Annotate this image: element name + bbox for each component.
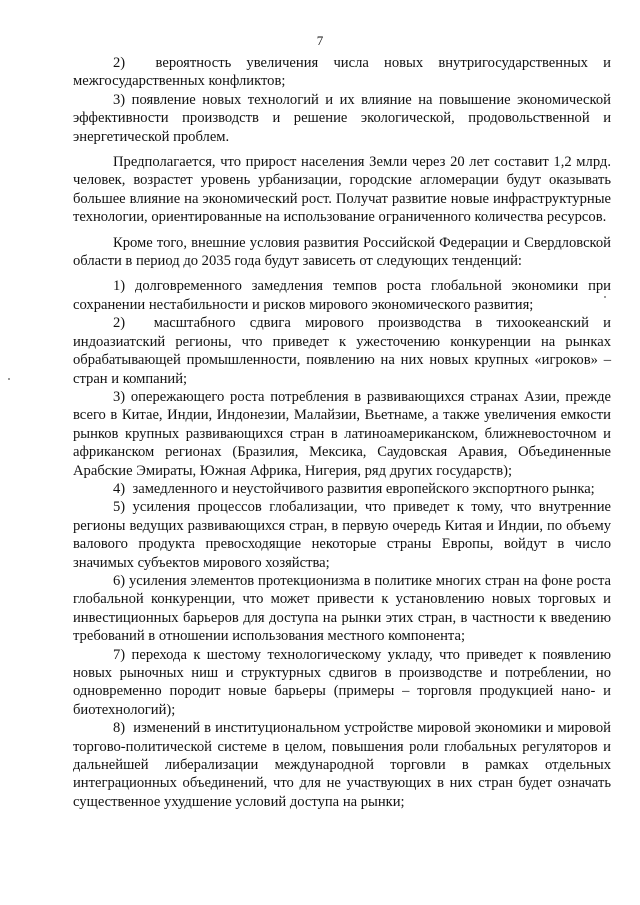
scan-speck	[604, 296, 606, 298]
paragraph-trend-2: 2) масштабного сдвига мирового производства в тихоокеанский и индоазиатский регионы, что приведет к ужесточению конкуренции на рынках обрабатывающей промышленности, появлению на них новых крупных «игроков» – стран и компаний;	[73, 315, 611, 387]
paragraph-trend-3: 3) опережающего роста потребления в развивающихся странах Азии, прежде всего в Китае, Индии, Индонезии, Малайзии, Вьетнаме, а также увеличения емкости рынков крупных развивающихся стран в латиноамериканском, ближневосточном и африканском регионах (Бразилия, Мексика, Саудовская Аравия, Объединенные Арабские Эмираты, Южная Африка, Нигерия, ряд других государств);	[73, 388, 611, 479]
paragraph-trend-4: 4) замедленного и неустойчивого развития европейского экспортного рынка;	[113, 480, 595, 497]
paragraph-population-forecast: Предполагается, что прирост населения Земли через 20 лет составит 1,2 млрд. человек, возрастет уровень урбанизации, городские агломерации будут оказывать большее влияние на экономический рост. Получат развитие новые инфраструктурные технологии, ориентированные на использование ограниченного количества ресурсов.	[73, 154, 611, 226]
page-number: 7	[316, 33, 324, 48]
paragraph-item-3-technologies: 3) появление новых технологий и их влияние на повышение экономической эффективности производств и решение экологической, продовольственной и энергетической проблем.	[73, 91, 611, 145]
paragraph-external-conditions: Кроме того, внешние условия развития Российской Федерации и Свердловской области в период до 2035 года будут зависеть от следующих тенденций:	[73, 234, 611, 270]
paragraph-item-2-conflicts: 2) вероятность увеличения числа новых внутригосударственных и межгосударственных конфликтов;	[73, 55, 611, 90]
paragraph-trend-6: 6) усиления элементов протекционизма в политике многих стран на фоне роста глобальной конкуренции, что может привести к установлению новых торговых и инвестиционных барьеров для доступа на рынки этих стран, в частности к введению требований в отношении использования местного компонента;	[73, 572, 611, 645]
paragraph-trend-1: 1) долговременного замедления темпов роста глобальной экономики при сохранении нестабильности и рисков мирового экономического развития;	[73, 278, 611, 313]
scan-speck	[8, 378, 10, 380]
paragraph-trend-5: 5) усиления процессов глобализации, что приведет к тому, что внутренние регионы ведущих развивающихся стран, в первую очередь Китая и Индии, по объему валового продукта превосходящие некоторые страны Европы, войдут в число значимых субъектов мирового хозяйства;	[73, 499, 611, 571]
paragraph-trend-7: 7) перехода к шестому технологическому укладу, что приведет к появлению новых рыночных ниш и структурных сдвигов в производстве и потреблении, но одновременно породит новые барьеры (примеры – торговля продукцией нано- и биотехнологий);	[73, 646, 611, 718]
paragraph-trend-8: 8) изменений в институциональном устройстве мировой экономики и мировой торгово-политической системе в целом, повышения роли глобальных регуляторов и дальнейшей либерализации международной торговли в рамках отдельных интеграционных объединений, что для не участвующих в них стран будет означать существенное ухудшение условий доступа на рынки;	[73, 720, 611, 810]
text-body	[73, 54, 611, 811]
